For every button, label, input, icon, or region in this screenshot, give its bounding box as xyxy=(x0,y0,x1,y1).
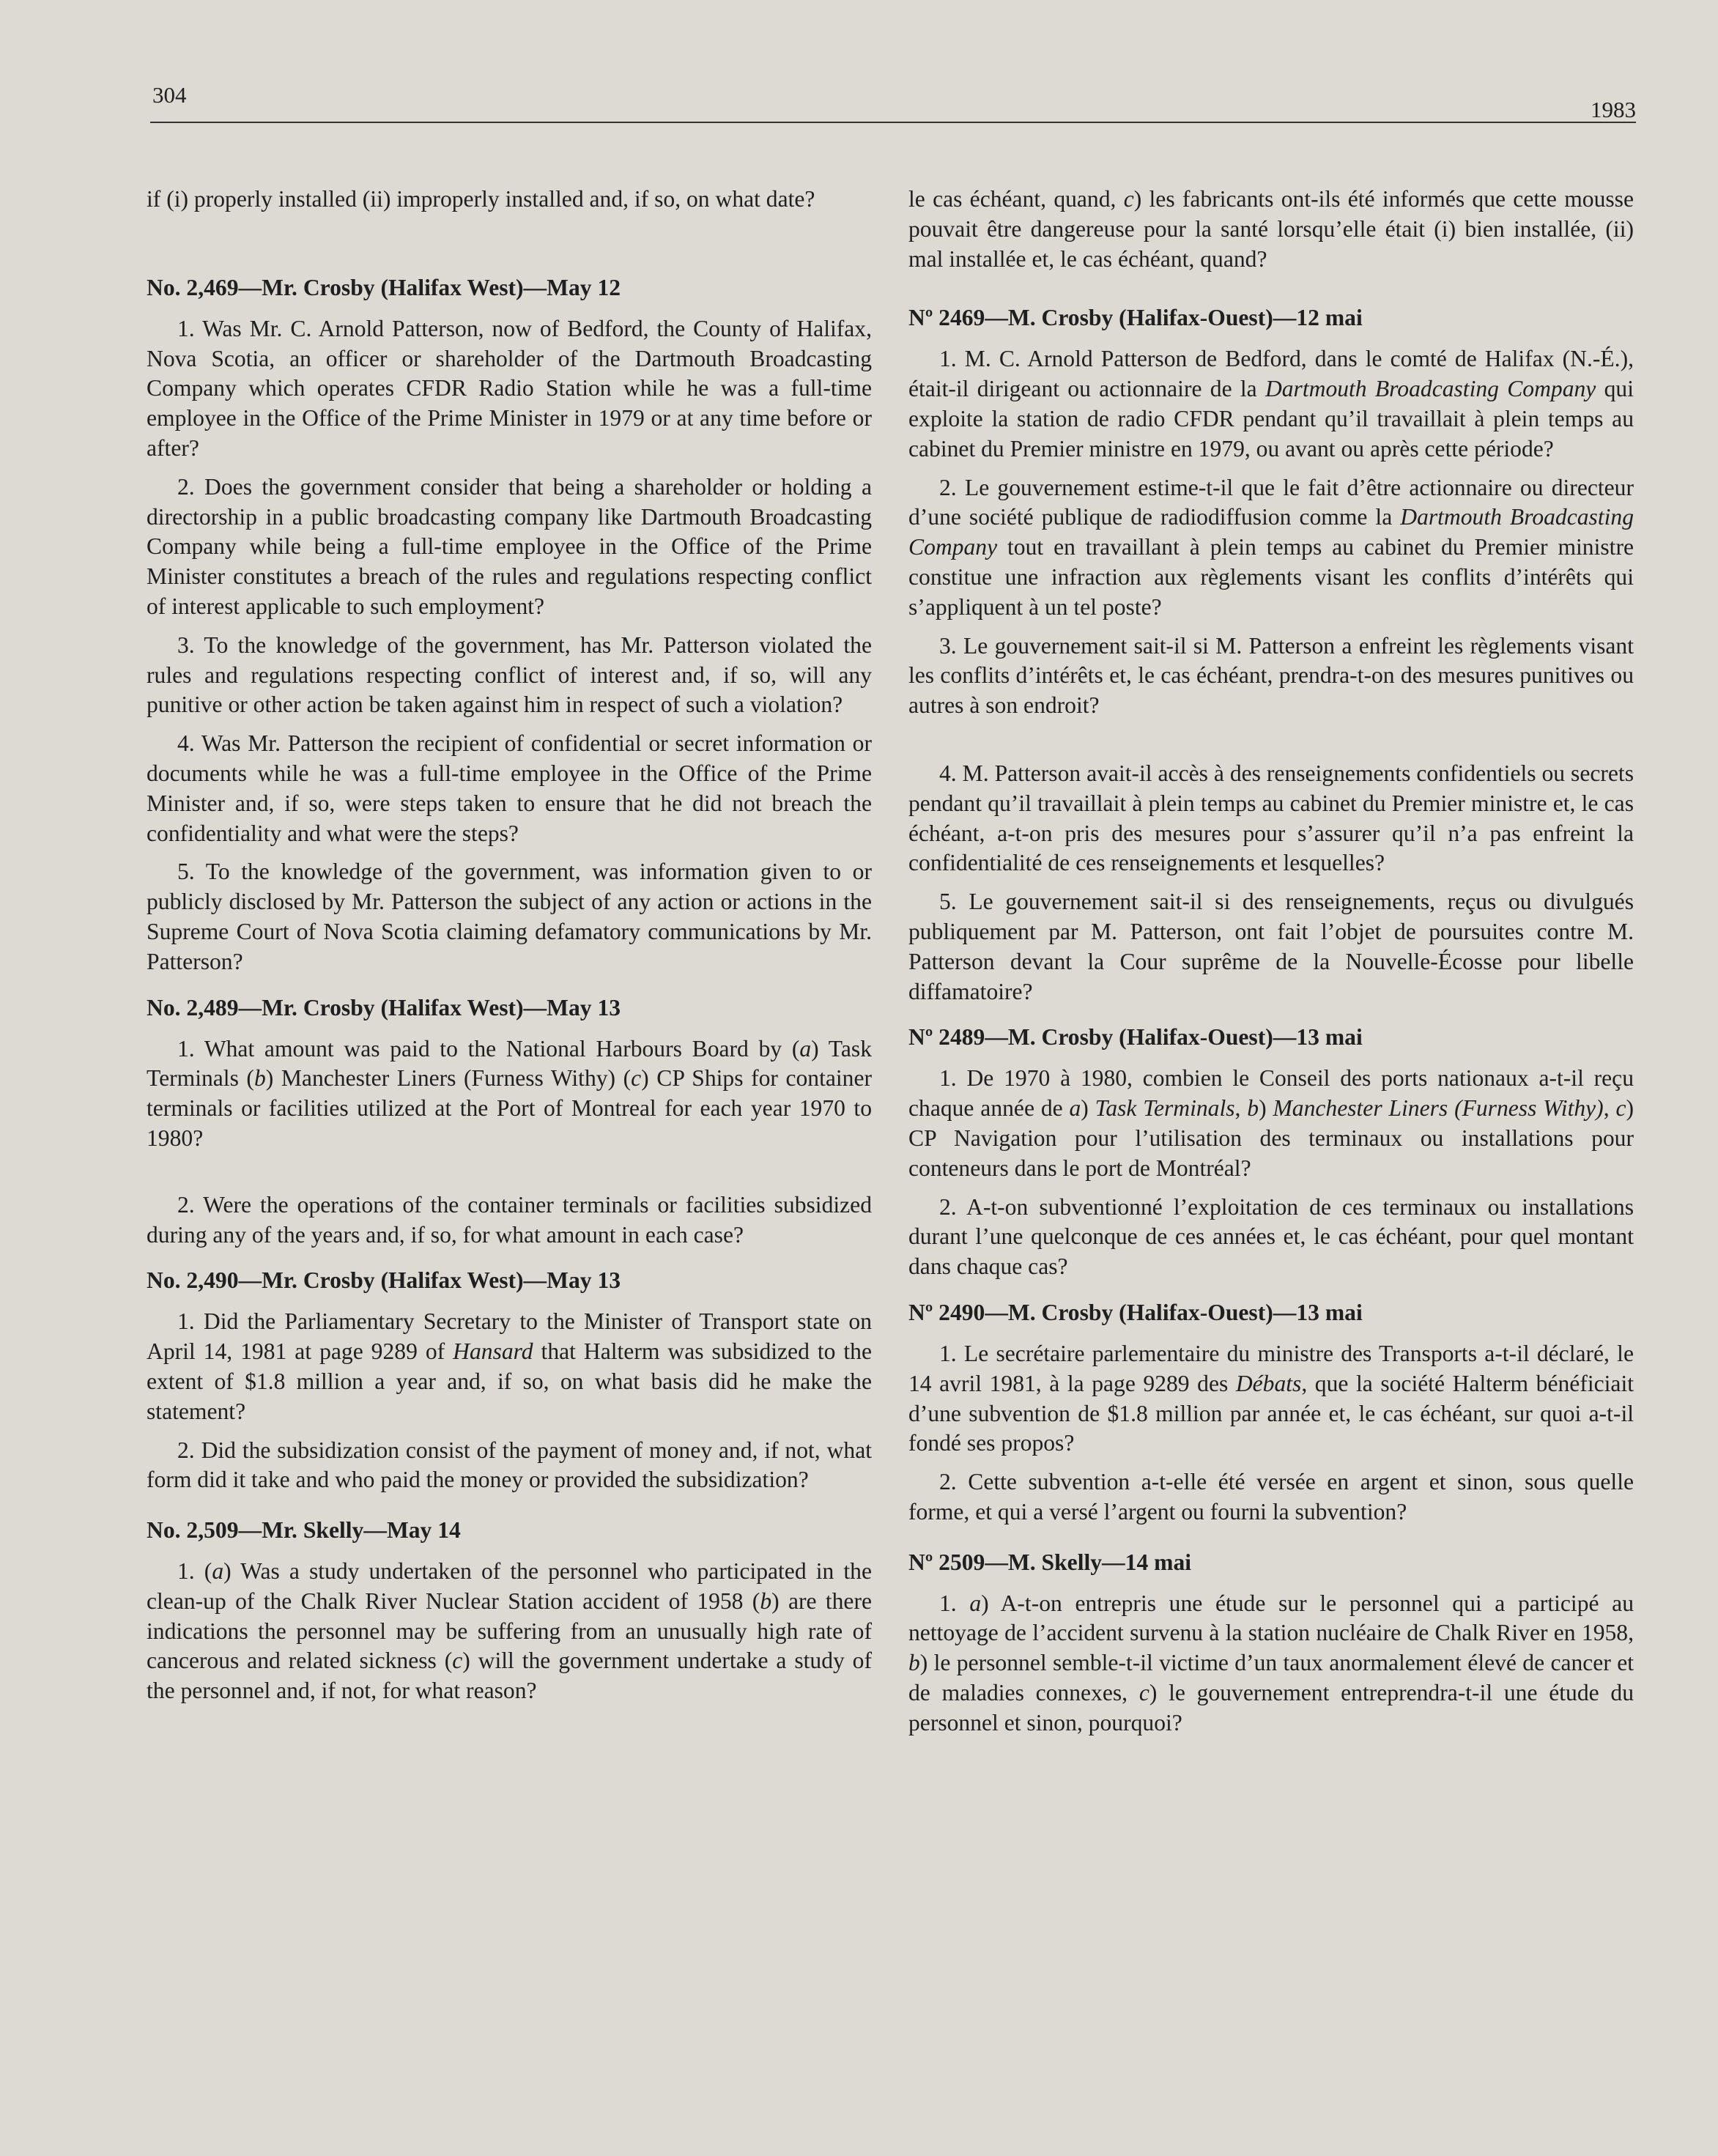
question-2489-fr-item-2: 2. A-t-on subventionné l’exploitation de ces terminaux ou installations durant l’une quelconque de ces années et, le cas échéant, pour quel montant dans chaque cas? xyxy=(908,1193,1634,1280)
question-2469-en-item-1: 1. Was Mr. C. Arnold Patterson, now of Bedford, the County of Halifax, Nova Scotia, an officer or shareholder of the Dartmouth Broadcasting Company which operates CFDR Radio Station while he was a full-time employee in the Office of the Prime Minister in 1979 or at any time before or after? xyxy=(147,315,872,461)
question-2509-fr-item-1: 1. a) A-t-on entrepris une étude sur le personnel qui a participé au nettoyage de l’accident survenu à la station nucléaire de Chalk River en 1958, b) le personnel semble-t-il victime d’un taux anormalement élevé de cancer et de maladies connexes, c) le gouvernement entreprendra-t-il une étude du personnel et sinon, pourquoi? xyxy=(908,1590,1634,1735)
question-2509-en-item-1: 1. (a) Was a study undertaken of the personnel who participated in the clean-up of the Chalk River Nuclear Station accident of 1958 (b) are there indications the personnel may be suffering from an unusually high rate of cancerous and related sickness (c) will the government undertake a study of the personnel and, if not, for what reason? xyxy=(147,1558,872,1704)
question-2469-fr-item-4: 4. M. Patterson avait-il accès à des renseignements confidentiels ou secrets pendant qu’il travaillait à plein temps au cabinet du Premier ministre et, le cas échéant, a-t-on pris des mesures pour s’assurer qu’il n’a pas enfreint la confidentialité de ces renseignements et lesquelles? xyxy=(908,760,1634,876)
question-2469-en-item-3: 3. To the knowledge of the government, has Mr. Patterson violated the rules and regulations respecting conflict of interest and, if so, will any punitive or other action be taken against him in respect of such a violation? xyxy=(147,631,872,718)
question-2469-en-item-4: 4. Was Mr. Patterson the recipient of confidential or secret information or documents while he was a full-time employee in the Office of the Prime Minister and, if so, were steps taken to ensure that he did not breach the confidentiality and what were the steps? xyxy=(147,730,872,846)
question-heading-2490-en: No. 2,490—Mr. Crosby (Halifax West)—May 13 xyxy=(147,1267,621,1294)
question-2469-en-item-5: 5. To the knowledge of the government, was information given to or publicly disclosed by Mr. Patterson the subject of any action or actions in the Supreme Court of Nova Scotia claiming defamatory communications by Mr. Patterson? xyxy=(147,859,872,974)
question-2469-fr-item-5: 5. Le gouvernement sait-il si des renseignements, reçus ou divulgués publiquement par M. Patterson, ont fait l’objet de poursuites contre M. Patterson devant la Cour suprême de la Nouvelle-Écosse pour libelle diffamatoire? xyxy=(908,889,1634,1004)
question-2490-en-item-2: 2. Did the subsidization consist of the payment of money and, if not, what form did it take and who paid the money or provided the subsidization? xyxy=(147,1437,872,1493)
french-continuation-text: le cas échéant, quand, c) les fabricants ont-ils été informés que cette mousse pouvait être dangereuse pour la santé lorsqu’elle était (i) bien installée, (ii) mal installée et, le cas échéant, quand? xyxy=(908,186,1634,272)
question-2489-en-item-1: 1. What amount was paid to the National Harbours Board by (a) Task Terminals (b) Manchester Liners (Furness Withy) (c) CP Ships for container terminals or facilities utilized at the Port of Montreal for each year 1970 to 1980? xyxy=(147,1035,872,1151)
question-heading-2469-fr: Nº 2469—M. Crosby (Halifax-Ouest)—12 mai xyxy=(908,305,1363,331)
question-2469-fr-item-3: 3. Le gouvernement sait-il si M. Patterson a enfreint les règlements visant les conflits d’intérêts et, le cas échéant, prendra-t-on des mesures punitives ou autres à son endroit? xyxy=(908,632,1634,719)
question-heading-2489-fr: Nº 2489—M. Crosby (Halifax-Ouest)—13 mai xyxy=(908,1024,1363,1051)
question-2490-fr-item-1: 1. Le secrétaire parlementaire du ministre des Transports a-t-il déclaré, le 14 avril 1981, à la page 9289 des Débats, que la société Halterm bénéficiait d’une subvention de $1.8 million par année et, le cas échéant, sur quoi a-t-il fondé ses propos? xyxy=(908,1340,1634,1456)
question-heading-2509-en: No. 2,509—Mr. Skelly—May 14 xyxy=(147,1517,461,1544)
question-2490-fr-item-2: 2. Cette subvention a-t-elle été versée en argent et sinon, sous quelle forme, et qui a versé l’argent ou fourni la subvention? xyxy=(908,1469,1634,1525)
question-heading-2509-fr: Nº 2509—M. Skelly—14 mai xyxy=(908,1549,1192,1575)
page-header xyxy=(0,0,1718,147)
question-2489-en-item-2: 2. Were the operations of the container terminals or facilities subsidized during any of the years and, if so, for what amount in each case? xyxy=(147,1191,872,1248)
page-number: 304 xyxy=(152,82,187,108)
question-heading-2469-en: No. 2,469—Mr. Crosby (Halifax West)—May 12 xyxy=(147,274,621,300)
question-2490-en-item-1: 1. Did the Parliamentary Secretary to the Minister of Transport state on April 14, 1981 at page 9289 of Hansard that Halterm was subsidized to the extent of $1.8 million a year and, if so, on what basis did he make the statement? xyxy=(147,1308,873,1424)
question-2469-fr-item-2: 2. Le gouvernement estime-t-il que le fait d’être actionnaire ou directeur d’une société publique de radiodiffusion comme la Dartmouth Broadcasting Company tout en travaillant à plein temps au cabinet du Premier ministre constitue une infraction aux règlements visant les conflits d’intérêts qui s’appliquent à un tel poste? xyxy=(908,474,1634,620)
question-heading-2490-fr: Nº 2490—M. Crosby (Halifax-Ouest)—13 mai xyxy=(908,1299,1363,1325)
question-2469-en-item-2: 2. Does the government consider that being a shareholder or holding a directorship in a public broadcasting company like Dartmouth Broadcasting Company while being a full-time employee in the Office of the Prime Minister constitutes a breach of the rules and regulations respecting conflict of interest applicable to such employment? xyxy=(147,473,872,619)
question-2489-fr-item-1: 1. De 1970 à 1980, combien le Conseil des ports nationaux a-t-il reçu chaque année de a) Task Terminals, b) Manchester Liners (Furness Withy), c) CP Navigation pour l’utilisation des terminaux ou installations pour conteneurs dans le port de Montréal? xyxy=(908,1065,1634,1181)
question-heading-2489-en: No. 2,489—Mr. Crosby (Halifax West)—May 13 xyxy=(147,994,621,1020)
english-continuation-text: if (i) properly installed (ii) improperly installed and, if so, on what date? xyxy=(147,186,815,212)
header-rule xyxy=(150,122,1636,123)
question-2469-fr-item-1: 1. M. C. Arnold Patterson de Bedford, dans le comté de Halifax (N.-É.), était-il dirigeant ou actionnaire de la Dartmouth Broadcasting Company qui exploite la station de radio CFDR pendant qu’il travaillait à plein temps au cabinet du Premier ministre en 1979, ou avant ou après cette période? xyxy=(908,346,1634,462)
english-column xyxy=(147,185,872,1706)
french-column xyxy=(908,185,1634,1738)
year-label: 1983 xyxy=(1591,97,1636,122)
